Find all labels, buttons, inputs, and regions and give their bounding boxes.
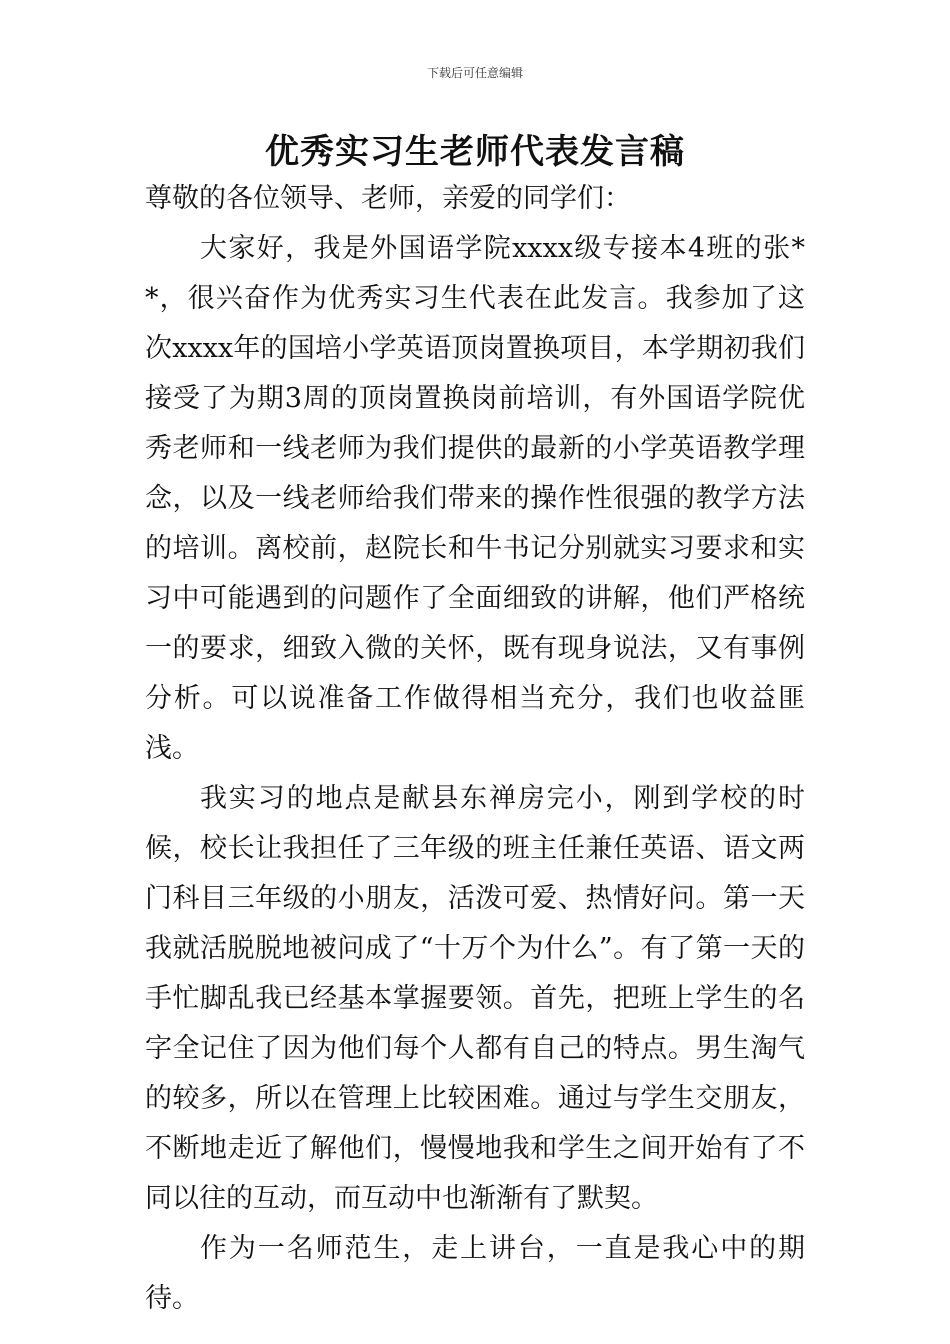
paragraph-2: 我实习的地点是献县东禅房完小，刚到学校的时候，校长让我担任了三年级的班主任兼任英语、语文两门科目三年级的小朋友，活泼可爱、热情好问。第一天我就活脱脱地被问成了“十万个为什么”。有了第一天的手忙脚乱我已经基本掌握要领。首先，把班上学生的名字全记住了因为他们每个人都有自己的特点。男生淘气的较多，所以在管理上比较困难。通过与学生交朋友，不断地走近了解他们，慢慢地我和学生之间开始有了不同以往的互动，而互动中也渐渐有了默契。	[145, 783, 805, 1214]
header-note: 下载后可任意编辑	[426, 66, 523, 80]
salutation: 尊敬的各位领导、老师，亲爱的同学们：	[145, 183, 631, 214]
document-body	[145, 174, 805, 1324]
paragraph-3: 作为一名师范生，走上讲台，一直是我心中的期待。	[145, 1233, 805, 1314]
document-title: 优秀实习生老师代表发言稿	[265, 132, 685, 172]
paragraph-1: 大家好，我是外国语学院xxxx级专接本4班的张**，很兴奋作为优秀实习生代表在此发言。我参加了这次xxxx年的国培小学英语顶岗置换项目，本学期初我们接受了为期3周的顶岗置换岗前培训，有外国语学院优秀老师和一线老师为我们提供的最新的小学英语教学理念，以及一线老师给我们带来的操作性很强的教学方法的培训。离校前，赵院长和牛书记分别就实习要求和实习中可能遇到的问题作了全面细致的讲解，他们严格统一的要求，细致入微的关怀，既有现身说法，又有事例分析。可以说准备工作做得相当充分，我们也收益匪浅。	[145, 233, 805, 764]
